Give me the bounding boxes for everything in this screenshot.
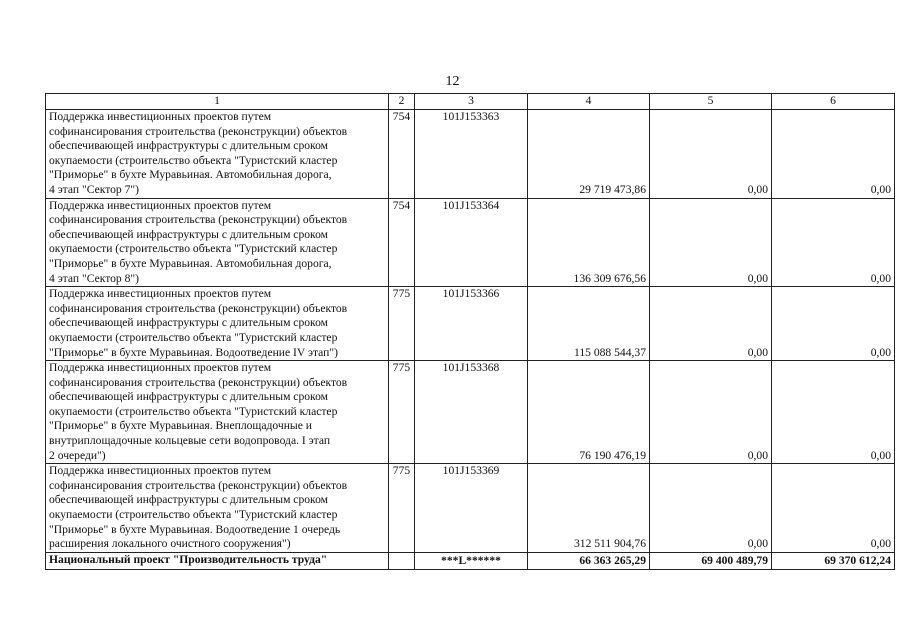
total-label: Национальный проект "Производительность труда": [46, 552, 389, 569]
project-description: [46, 110, 389, 199]
description-line: обеспечивающей инфраструктуры с длительным сроком: [49, 139, 329, 153]
table-row: [46, 110, 895, 199]
description-line: окупаемости (строительство объекта "Туристский кластер: [49, 153, 338, 167]
amount-col5: 0,00: [650, 287, 772, 361]
description-line: окупаемости (строительство объекта "Туристский кластер: [49, 330, 338, 344]
description-line: "Приморье" в бухте Муравьиная. Водоотведение IV этап"): [49, 345, 338, 359]
description-line: внутриплощадочные кольцевые сети водопровода. I этап: [49, 434, 331, 448]
target-article-code: 101J153363: [415, 110, 528, 199]
ministry-code: 754: [389, 110, 415, 199]
description-line: софинансирования строительства (реконструкции) объектов: [49, 124, 348, 138]
project-description: [46, 287, 389, 361]
amount-col6: 0,00: [772, 361, 895, 464]
description-line: Поддержка инвестиционных проектов путем: [49, 110, 272, 123]
description-line: софинансирования строительства (реконструкции) объектов: [49, 375, 348, 389]
amount-col6: 0,00: [772, 198, 895, 287]
description-line: софинансирования строительства (реконструкции) объектов: [49, 478, 348, 492]
description-line: 4 этап "Сектор 7"): [49, 182, 140, 196]
amount-col4: 312 511 904,76: [528, 464, 650, 553]
table-row: [46, 464, 895, 553]
table-row: [46, 361, 895, 464]
total-amount-col4: 66 363 265,29: [528, 552, 650, 569]
description-line: "Приморье" в бухте Муравьиная. Внеплощадочные и: [49, 419, 312, 433]
total-target-article-code: ***L******: [415, 552, 528, 569]
description-line: окупаемости (строительство объекта "Туристский кластер: [49, 242, 338, 256]
description-line: обеспечивающей инфраструктуры с длительным сроком: [49, 316, 329, 330]
table-row: [46, 198, 895, 287]
target-article-code: 101J153366: [415, 287, 528, 361]
header-row: [46, 94, 895, 110]
amount-col6: 0,00: [772, 464, 895, 553]
project-description: [46, 464, 389, 553]
amount-col5: 0,00: [650, 361, 772, 464]
description-line: Поддержка инвестиционных проектов путем: [49, 464, 272, 478]
description-line: "Приморье" в бухте Муравьиная. Автомобильная дорога,: [49, 168, 332, 182]
description-line: 2 очереди"): [49, 448, 106, 462]
description-line: 4 этап "Сектор 8"): [49, 271, 140, 285]
description-line: софинансирования строительства (реконструкции) объектов: [49, 301, 348, 315]
header-cell-4: 4: [528, 94, 650, 110]
target-article-code: 101J153368: [415, 361, 528, 464]
total-amount-col5: 69 400 489,79: [650, 552, 772, 569]
amount-col6: 0,00: [772, 287, 895, 361]
amount-col5: 0,00: [650, 110, 772, 199]
description-line: обеспечивающей инфраструктуры с длительным сроком: [49, 390, 329, 404]
header-cell-5: 5: [650, 94, 772, 110]
target-article-code: 101J153364: [415, 198, 528, 287]
amount-col4: 136 309 676,56: [528, 198, 650, 287]
description-line: "Приморье" в бухте Муравьиная. Автомобильная дорога,: [49, 256, 332, 270]
total-row: [46, 552, 895, 569]
description-line: "Приморье" в бухте Муравьиная. Водоотведение 1 очередь: [49, 522, 341, 536]
page-number: 12: [445, 74, 460, 89]
budget-table: [45, 93, 895, 570]
project-description: [46, 198, 389, 287]
amount-col5: 0,00: [650, 198, 772, 287]
header-cell-2: 2: [389, 94, 415, 110]
description-line: Поддержка инвестиционных проектов путем: [49, 287, 272, 301]
header-cell-6: 6: [772, 94, 895, 110]
header-cell-3: 3: [415, 94, 528, 110]
ministry-code: 775: [389, 361, 415, 464]
ministry-code: 754: [389, 198, 415, 287]
description-line: софинансирования строительства (реконструкции) объектов: [49, 213, 348, 227]
ministry-code: 775: [389, 464, 415, 553]
description-line: Поддержка инвестиционных проектов путем: [49, 361, 272, 375]
description-line: окупаемости (строительство объекта "Туристский кластер: [49, 404, 338, 418]
description-line: Поддержка инвестиционных проектов путем: [49, 198, 272, 212]
description-line: обеспечивающей инфраструктуры с длительным сроком: [49, 227, 329, 241]
description-line: расширения локального очистного сооружения"): [49, 537, 291, 551]
amount-col4: 29 719 473,86: [528, 110, 650, 199]
total-amount-col6: 69 370 612,24: [772, 552, 895, 569]
amount-col6: 0,00: [772, 110, 895, 199]
amount-col4: 76 190 476,19: [528, 361, 650, 464]
header-cell-1: 1: [46, 94, 389, 110]
description-line: окупаемости (строительство объекта "Туристский кластер: [49, 508, 338, 522]
table-row: [46, 287, 895, 361]
ministry-code: 775: [389, 287, 415, 361]
total-ministry-code: [389, 552, 415, 569]
amount-col4: 115 088 544,37: [528, 287, 650, 361]
target-article-code: 101J153369: [415, 464, 528, 553]
project-description: [46, 361, 389, 464]
amount-col5: 0,00: [650, 464, 772, 553]
description-line: обеспечивающей инфраструктуры с длительным сроком: [49, 493, 329, 507]
